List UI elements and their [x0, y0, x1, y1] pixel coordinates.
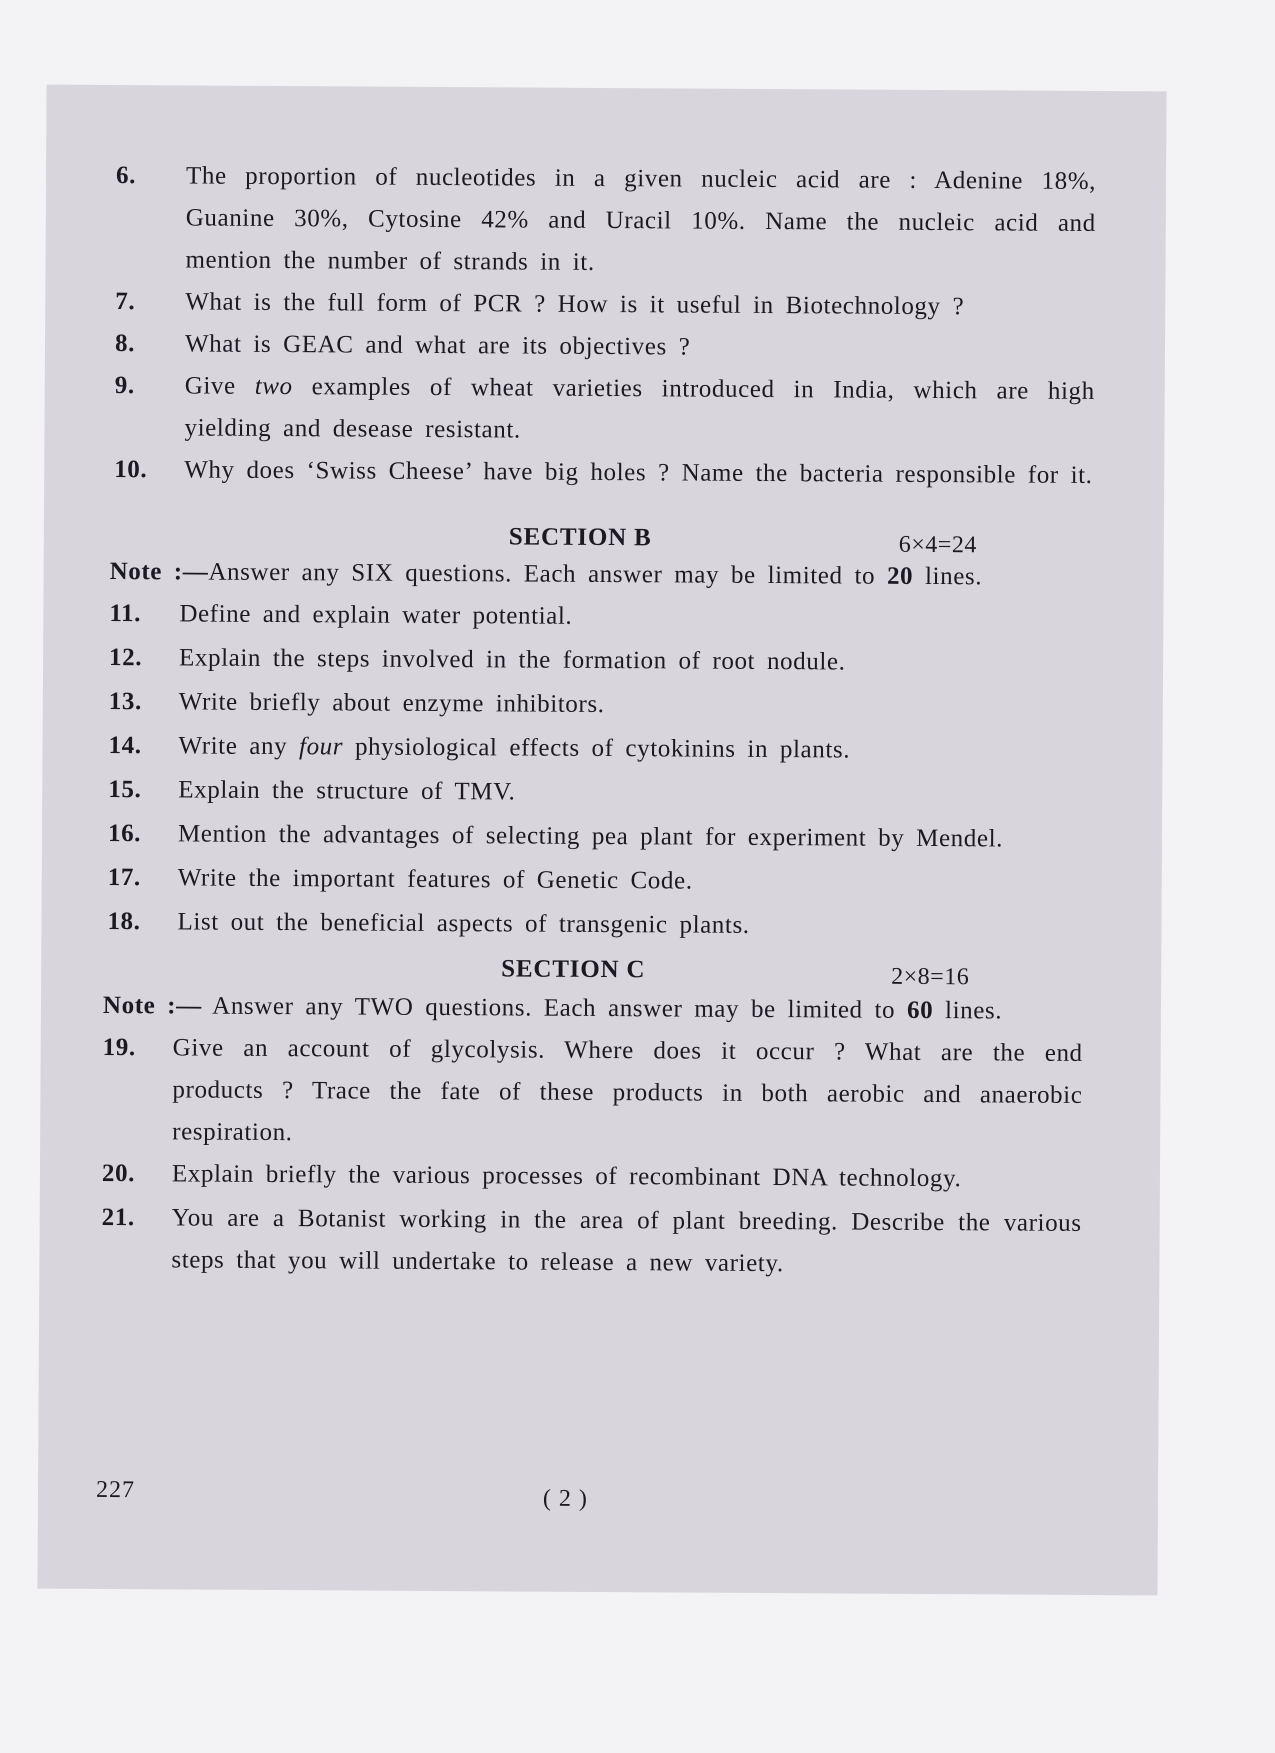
question-text: Why does ‘Swiss Cheese’ have big holes ? Name the bacteria responsible for it.	[184, 456, 1093, 489]
question-text: What is GEAC and what are its objectives ?	[184, 330, 691, 361]
question-number: 7.	[115, 288, 136, 316]
paper-code: 227	[95, 1476, 136, 1504]
section-c-note: Note :— Answer any TWO questions. Each answer may be limited to 60 lines.	[102, 991, 1003, 1025]
question-paper-page: 6. The proportion of nucleotides in a given nucleic acid are : Adenine 18%, Guanine 30%, Cytosine 42% and Uracil 10%. Name the nucleic acid and mention the number of strands in it. 7. What is the full form of PCR ? How is it useful in Biotechnology ? 8. What is GEAC and what are its objectives ? 9. Give two examples of wheat varieties introduced in India, which are high yielding and desease resistant. 10. Why does ‘Swiss Cheese’ have big holes ? Name the bacteria responsible for it. SECTION B 6×4=24 Note :—Answer any SIX questions. Each answer may be limited to 20 lines. 11. Define and explain water potential. 12. Explain the steps involved in the formation of root nodule. 13. Write briefly about enzyme inhibitors. 14. Write any four physiological effects of cytokinins in plants. 15. Explain the structure of TMV. 16. Mention the advantages of selecting pea plant for experiment by Mendel. 17. Write the important features of Genetic Code. 18. List out the beneficial aspects of transgenic plants. SECTION C 2×8=16 Note :— Answer any TWO questions. Each answer may be limited to 60 lines. 19. Give an account of glycolysis. Where does it occur ? What are the end products ? Trace the fate of these products in both aerobic and anaerobic respiration. 20. Explain briefly the various processes of recombinant DNA technology. 21. You are a Botanist working in the area of plant breeding. Describe the various steps that you will undertake to release a new variety. 227 ( 2 )	[37, 85, 1166, 1596]
emphasis: four	[298, 733, 344, 761]
note-label: Note :—	[109, 557, 209, 586]
page-number: ( 2 )	[542, 1485, 589, 1512]
section-c-marks: 2×8=16	[891, 963, 970, 991]
section-b-title: SECTION B	[508, 523, 652, 552]
question-number: 6.	[115, 162, 137, 190]
question-number: 9.	[114, 372, 135, 400]
question-text: The proportion of nucleotides in a given nucleic acid are : Adenine 18%, Guanine 30%, Cytosine 42% and Uracil 10%. Name the nucleic acid and mention the number of strands in it.	[185, 162, 1097, 276]
section-b-note: Note :—Answer any SIX questions. Each answer may be limited to 20 lines.	[109, 557, 983, 591]
section-b-marks: 6×4=24	[898, 531, 977, 559]
section-c-title: SECTION C	[501, 955, 646, 984]
question-text: What is the full form of PCR ? How is it useful in Biotechnology ?	[185, 288, 965, 321]
question-text: Give two examples of wheat varieties introduced in India, which are high yielding and desease resistant.	[184, 372, 1095, 444]
emphasis: two	[254, 372, 293, 401]
question-number: 10.	[114, 456, 148, 484]
question-number: 8.	[114, 330, 136, 358]
note-label: Note :—	[102, 991, 202, 1020]
